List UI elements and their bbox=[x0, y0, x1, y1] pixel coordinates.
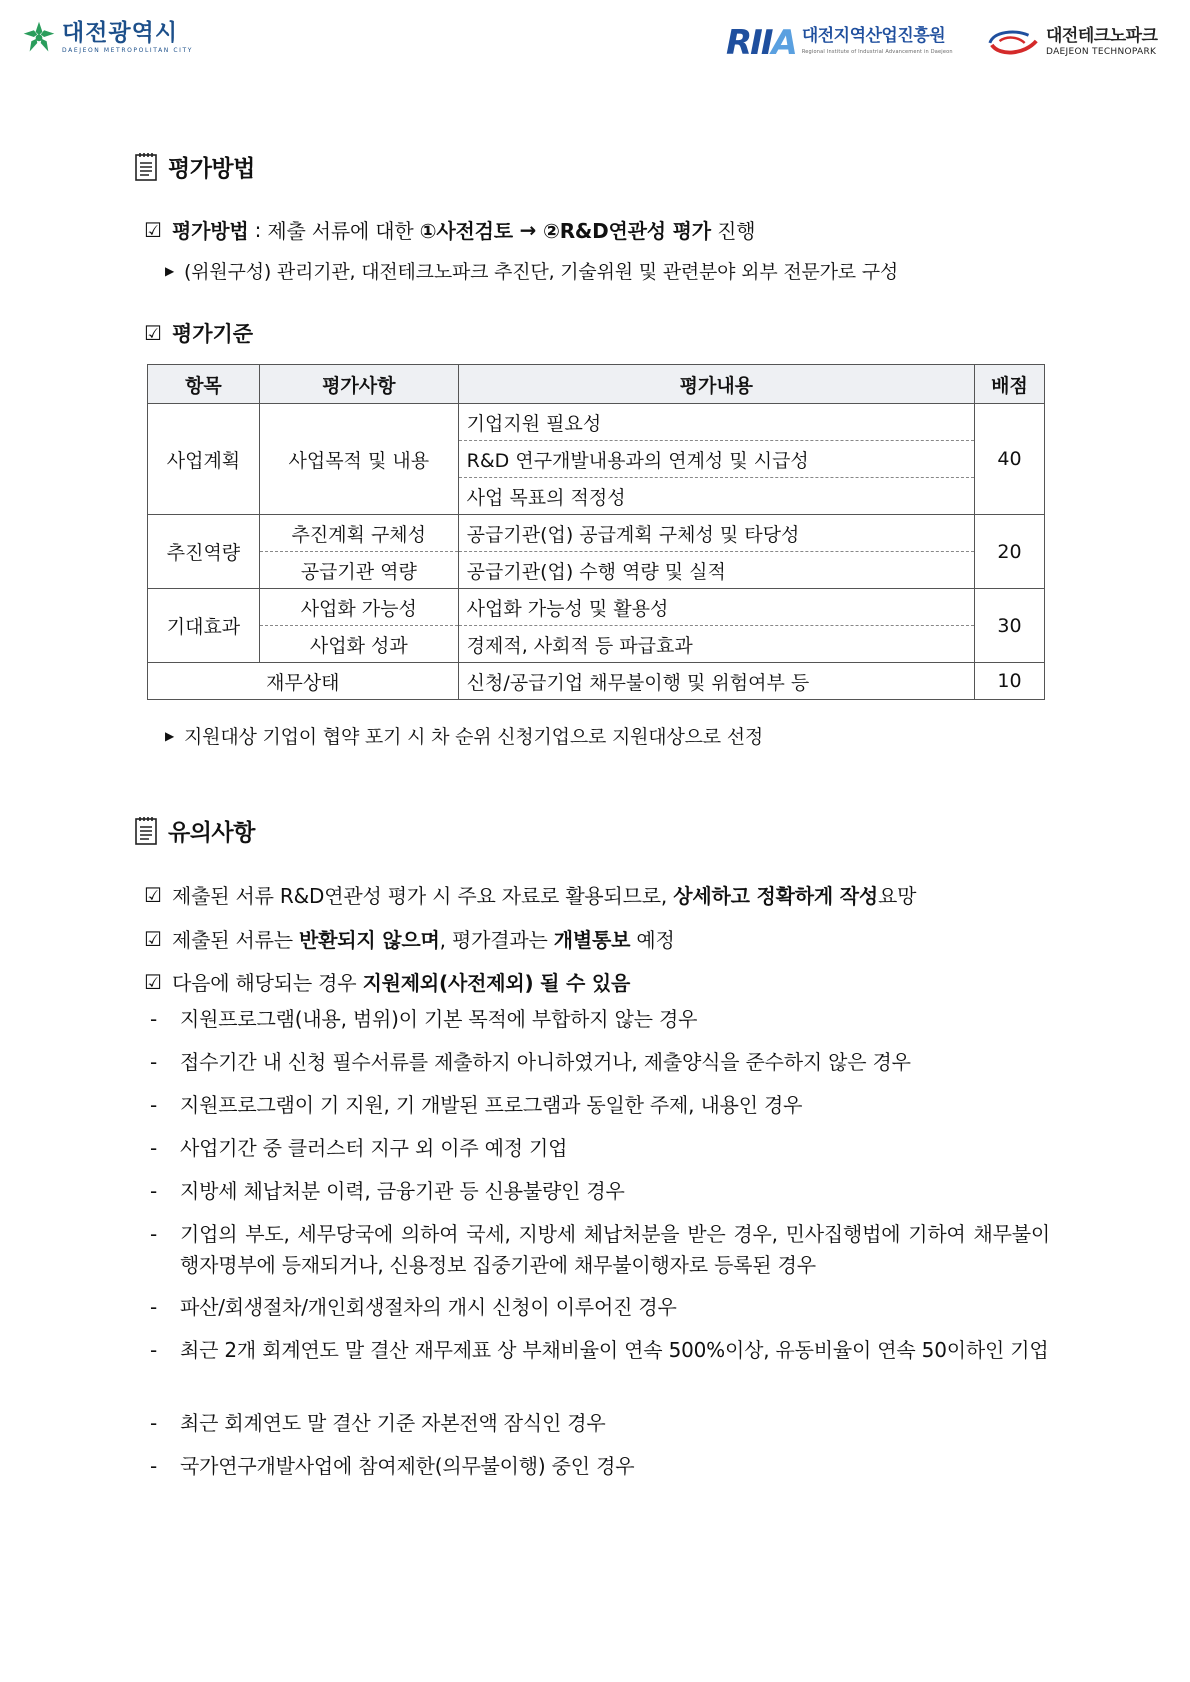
cell-aspect: 사업화 가능성 bbox=[259, 589, 458, 626]
cell-aspect: 추진계획 구체성 bbox=[259, 515, 458, 552]
cell-aspect: 사업화 성과 bbox=[259, 626, 458, 663]
footnote-text: 지원대상 기업이 협약 포기 시 차 순위 신청기업으로 지원대상으로 선정 bbox=[184, 726, 764, 748]
table-row bbox=[148, 552, 1045, 589]
list-item bbox=[150, 1090, 1050, 1121]
dash-bullet: - bbox=[150, 1454, 158, 1478]
exclusion-text: 최근 2개 회계연도 말 결산 재무제표 상 부채비율이 연속 500%이상, 유동비율이 연속 50이하인 기업 bbox=[180, 1338, 1049, 1362]
table-row bbox=[148, 589, 1045, 626]
dash-bullet: - bbox=[150, 1050, 158, 1074]
cell-score: 10 bbox=[975, 663, 1045, 700]
dash-bullet: - bbox=[150, 1136, 158, 1160]
evaluation-criteria-table bbox=[147, 364, 1045, 700]
evaluation-method-line bbox=[144, 215, 755, 244]
header-aspect: 평가사항 bbox=[259, 365, 458, 404]
dash-bullet: - bbox=[150, 1338, 158, 1362]
notice-emphasis: 개별통보 bbox=[553, 928, 631, 952]
method-arrow: → bbox=[512, 217, 543, 242]
dash-bullet: - bbox=[150, 1411, 158, 1435]
cell-aspect: 공급기관 역량 bbox=[259, 552, 458, 589]
city-logo-sub: DAEJEON METROPOLITAN CITY bbox=[62, 46, 194, 54]
list-item bbox=[150, 1133, 1050, 1164]
cell-item: 재무상태 bbox=[148, 663, 459, 700]
notice-line-2 bbox=[144, 924, 675, 953]
cell-content: R&D 연구개발내용과의 연계성 및 시급성 bbox=[458, 441, 974, 478]
exclusion-text: 지방세 체납처분 이력, 금융기관 등 신용불량인 경우 bbox=[180, 1179, 625, 1203]
list-item bbox=[150, 1408, 1050, 1439]
section-heading-notes bbox=[134, 814, 255, 847]
exclusion-text: 지원프로그램(내용, 범위)이 기본 목적에 부합하지 않는 경우 bbox=[180, 1007, 698, 1031]
notice-emphasis: 반환되지 않으며 bbox=[299, 928, 440, 952]
notice-text: 예정 bbox=[630, 928, 675, 952]
committee-line bbox=[165, 257, 898, 284]
list-item bbox=[150, 1047, 1050, 1078]
table-row bbox=[148, 515, 1045, 552]
cell-content: 사업화 가능성 및 활용성 bbox=[458, 589, 974, 626]
notice-text: 다음에 해당되는 경우 bbox=[172, 971, 363, 995]
table-header-row bbox=[148, 365, 1045, 404]
riia-mark: RIIA bbox=[726, 23, 796, 63]
header-score: 배점 bbox=[975, 365, 1045, 404]
exclusion-text: 국가연구개발사업에 참여제한(의무불이행) 중인 경우 bbox=[180, 1454, 635, 1478]
exclusion-text: 기업의 부도, 세무당국에 의하여 국세, 지방세 체납처분을 받은 경우, 민사집행법에 기하여 채무불이행자명부에 등재되거나, 신용정보 집중기관에 채무불이행자로 등록된 경우 bbox=[180, 1222, 1050, 1277]
technopark-sub: DAEJEON TECHNOPARK bbox=[1046, 47, 1157, 57]
cell-score: 20 bbox=[975, 515, 1045, 589]
list-item bbox=[150, 1335, 1050, 1366]
triangle-bullet-icon: ▶ bbox=[165, 728, 175, 743]
notepad-icon bbox=[134, 152, 158, 182]
criteria-title: 평가기준 bbox=[171, 322, 254, 346]
header-item: 항목 bbox=[148, 365, 260, 404]
technopark-name: 대전테크노파크 bbox=[1046, 26, 1158, 46]
list-item bbox=[150, 1292, 1050, 1323]
riia-logo bbox=[726, 23, 953, 63]
method-text: 제출 서류에 대한 bbox=[267, 219, 420, 243]
dash-bullet: - bbox=[150, 1007, 158, 1031]
notice-text: 제출된 서류는 bbox=[172, 928, 300, 952]
notice-emphasis: 상세하고 정확하게 작성 bbox=[673, 884, 878, 908]
technopark-logo bbox=[986, 26, 1157, 57]
exclusion-text: 파산/회생절차/개인회생절차의 개시 신청이 이루어진 경우 bbox=[180, 1295, 677, 1319]
riia-name: 대전지역산업진흥원 bbox=[801, 26, 946, 46]
dash-bullet: - bbox=[150, 1093, 158, 1117]
city-logo bbox=[22, 20, 193, 54]
method-colon: : bbox=[248, 217, 268, 242]
cell-score: 30 bbox=[975, 589, 1045, 663]
section-title: 평가방법 bbox=[168, 156, 255, 182]
exclusion-text: 최근 회계연도 말 결산 기준 자본전액 잠식인 경우 bbox=[180, 1411, 606, 1435]
list-item bbox=[150, 1004, 1050, 1035]
exclusion-text: 접수기간 내 신청 필수서류를 제출하지 아니하였거나, 제출양식을 준수하지 않은 경우 bbox=[180, 1050, 911, 1074]
committee-text: (위원구성) 관리기관, 대전테크노파크 추진단, 기술위원 및 관련분야 외부 전문가로 구성 bbox=[184, 261, 899, 283]
dash-bullet: - bbox=[150, 1179, 158, 1203]
section-heading-evaluation-method bbox=[134, 150, 255, 183]
cell-content: 공급기관(업) 공급계획 구체성 및 타당성 bbox=[458, 515, 974, 552]
dash-bullet: - bbox=[150, 1295, 158, 1319]
cell-item: 추진역량 bbox=[148, 515, 260, 589]
exclusion-text: 사업기간 중 클러스터 지구 외 이주 예정 기업 bbox=[180, 1136, 568, 1160]
criteria-subheading bbox=[144, 318, 253, 348]
cell-item: 기대효과 bbox=[148, 589, 260, 663]
method-step2: ②R&D연관성 평가 bbox=[542, 219, 711, 243]
city-emblem-icon bbox=[22, 20, 56, 54]
list-item bbox=[150, 1176, 1050, 1207]
section-title: 유의사항 bbox=[168, 820, 255, 846]
cell-content: 사업 목표의 적정성 bbox=[458, 478, 974, 515]
checkbox-icon: ☑ bbox=[144, 217, 162, 242]
notice-line-1 bbox=[144, 880, 916, 909]
notepad-icon bbox=[134, 816, 158, 846]
notice-text: 제출된 서류 R&D연관성 평가 시 주요 자료로 활용되므로, bbox=[172, 884, 674, 908]
checkbox-icon: ☑ bbox=[144, 882, 162, 907]
cell-aspect: 사업목적 및 내용 bbox=[259, 404, 458, 515]
method-label: 평가방법 bbox=[172, 219, 249, 243]
cell-score: 40 bbox=[975, 404, 1045, 515]
checkbox-icon: ☑ bbox=[144, 321, 162, 345]
riia-sub: Regional Institute of Industrial Advancement in Daejeon bbox=[801, 49, 953, 55]
technopark-swirl-icon bbox=[986, 27, 1044, 57]
cell-content: 공급기관(업) 수행 역량 및 실적 bbox=[458, 552, 974, 589]
list-item bbox=[150, 1219, 1050, 1281]
cell-content: 경제적, 사회적 등 파급효과 bbox=[458, 626, 974, 663]
table-row bbox=[148, 404, 1045, 441]
method-step1: ①사전검토 bbox=[419, 219, 513, 243]
triangle-bullet-icon: ▶ bbox=[165, 263, 175, 278]
table-footnote bbox=[165, 722, 763, 749]
method-tail: 진행 bbox=[710, 219, 756, 243]
dash-bullet: - bbox=[150, 1222, 158, 1246]
checkbox-icon: ☑ bbox=[144, 926, 162, 951]
cell-content: 기업지원 필요성 bbox=[458, 404, 974, 441]
cell-item: 사업계획 bbox=[148, 404, 260, 515]
exclusion-text: 지원프로그램이 기 지원, 기 개발된 프로그램과 동일한 주제, 내용인 경우 bbox=[180, 1093, 803, 1117]
notice-emphasis: 지원제외(사전제외) 될 수 있음 bbox=[362, 971, 631, 995]
city-logo-name: 대전광역시 bbox=[62, 19, 179, 46]
cell-content: 신청/공급기업 채무불이행 및 위험여부 등 bbox=[458, 663, 974, 700]
notice-line-3 bbox=[144, 967, 630, 996]
table-row bbox=[148, 663, 1045, 700]
table-row bbox=[148, 626, 1045, 663]
notice-text: 요망 bbox=[877, 884, 917, 908]
header-content: 평가내용 bbox=[458, 365, 974, 404]
list-item bbox=[150, 1451, 1050, 1482]
notice-text: , 평가결과는 bbox=[439, 928, 554, 952]
checkbox-icon: ☑ bbox=[144, 969, 162, 994]
